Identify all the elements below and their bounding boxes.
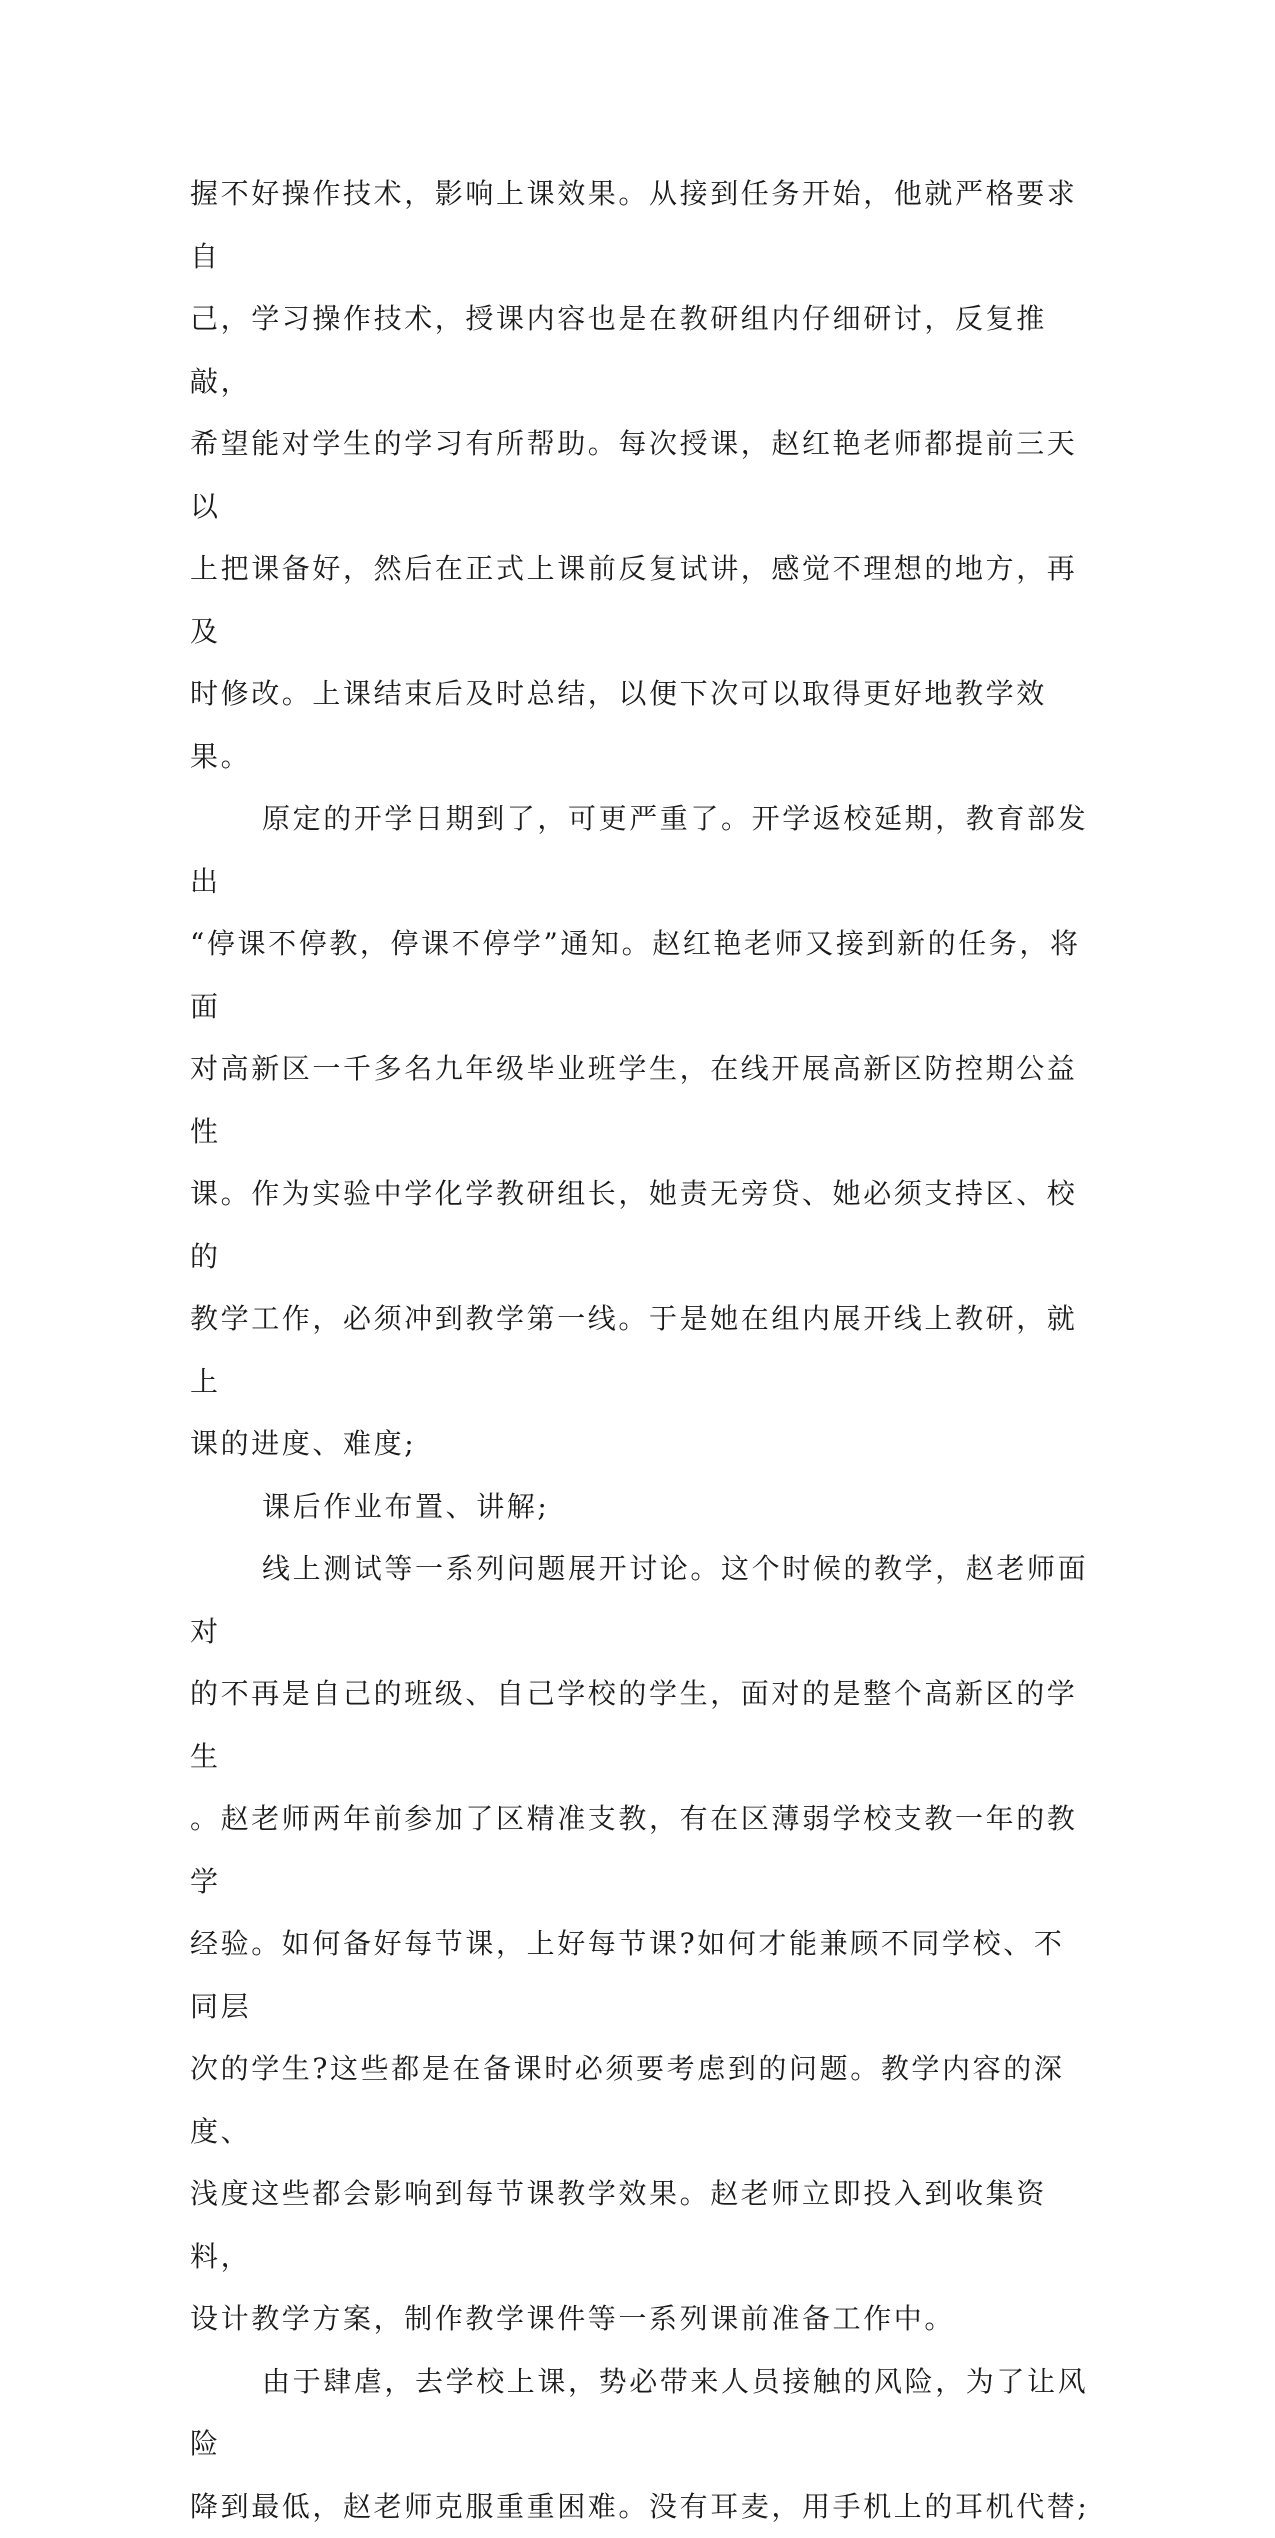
paragraph-continued bbox=[190, 163, 1090, 788]
paragraph bbox=[190, 788, 1090, 1476]
document-body bbox=[190, 163, 1090, 2538]
text-line: 的不再是自己的班级、自己学校的学生，面对的是整个高新区的学生 bbox=[190, 1677, 1077, 1773]
paragraph bbox=[190, 2351, 1090, 2538]
text-line: 浅度这些都会影响到每节课教学效果。赵老师立即投入到收集资料， bbox=[190, 2177, 1047, 2273]
text-line: 课的进度、难度; bbox=[190, 1427, 416, 1460]
text-line: 次的学生?这些都是在备课时必须要考虑到的问题。教学内容的深度、 bbox=[190, 2052, 1064, 2148]
text-line: 由于肆虐，去学校上课，势必带来人员接触的风险，为了让风险 bbox=[190, 2365, 1088, 2461]
text-line: “停课不停教，停课不停学”通知。赵红艳老师又接到新的任务，将面 bbox=[190, 927, 1081, 1023]
text-line: 时修改。上课结束后及时总结，以便下次可以取得更好地教学效果。 bbox=[190, 677, 1047, 773]
text-line: 经验。如何备好每节课，上好每节课?如何才能兼顾不同学校、不同层 bbox=[190, 1927, 1064, 2023]
text-line: 希望能对学生的学习有所帮助。每次授课，赵红艳老师都提前三天以 bbox=[190, 427, 1077, 523]
text-line: 设计教学方案，制作教学课件等一系列课前准备工作中。 bbox=[190, 2302, 955, 2335]
text-line: 握不好操作技术，影响上课效果。从接到任务开始，他就严格要求自 bbox=[190, 177, 1077, 273]
text-line: 课后作业布置、讲解; bbox=[262, 1490, 549, 1523]
text-line: 。赵老师两年前参加了区精准支教，有在区薄弱学校支教一年的教学 bbox=[190, 1802, 1077, 1898]
text-line: 对高新区一千多名九年级毕业班学生，在线开展高新区防控期公益性 bbox=[190, 1052, 1077, 1148]
paragraph bbox=[190, 1538, 1090, 2351]
paragraph bbox=[190, 1476, 1090, 1539]
text-line: 降到最低，赵老师克服重重困难。没有耳麦，用手机上的耳机代替; bbox=[190, 2490, 1089, 2523]
text-line: 上把课备好，然后在正式上课前反复试讲，感觉不理想的地方，再及 bbox=[190, 552, 1077, 648]
text-line: 己，学习操作技术，授课内容也是在教研组内仔细研讨，反复推敲， bbox=[190, 302, 1047, 398]
text-line: 线上测试等一系列问题展开讨论。这个时候的教学，赵老师面对 bbox=[190, 1552, 1088, 1648]
text-line: 教学工作，必须冲到教学第一线。于是她在组内展开线上教研，就上 bbox=[190, 1302, 1077, 1398]
text-line: 课。作为实验中学化学教研组长，她责无旁贷、她必须支持区、校的 bbox=[190, 1177, 1077, 1273]
text-line: 原定的开学日期到了，可更严重了。开学返校延期，教育部发出 bbox=[190, 802, 1088, 898]
